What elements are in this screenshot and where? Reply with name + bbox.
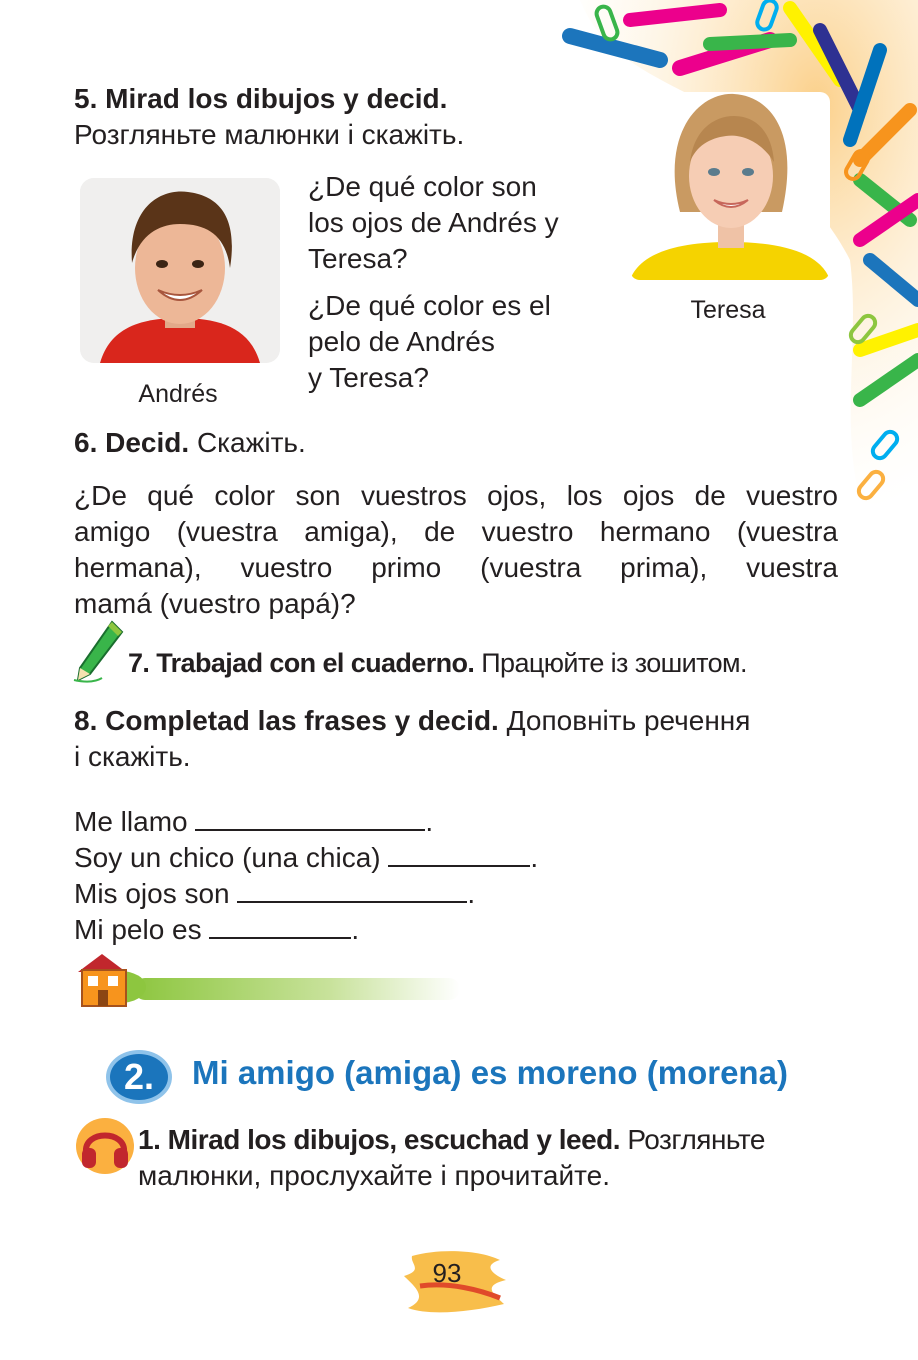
- exercise-7-heading: 7. Trabajad con el cuaderno.: [128, 648, 475, 678]
- lesson-number-badge: 2.: [106, 1050, 172, 1104]
- teresa-caption: Teresa: [690, 296, 766, 324]
- andres-caption: Andrés: [138, 380, 218, 408]
- exercise-6-line: ¿De qué color son vuestros ojos, los ojos de vuestro: [74, 480, 838, 511]
- question-1-line: Teresa?: [308, 243, 408, 274]
- sentence-prefix: Mi pelo es: [74, 914, 210, 945]
- exercise-8-translation-line2: і скажіть.: [74, 741, 191, 772]
- blank-line[interactable]: [209, 913, 351, 939]
- sentence-3: [74, 876, 538, 912]
- exercise-5-translation: Розгляньте малюнки і скажіть.: [74, 119, 465, 150]
- blank-line[interactable]: [388, 841, 530, 867]
- question-2-line: y Teresa?: [308, 362, 429, 393]
- exercise-6-heading: 6. Decid.: [74, 427, 190, 458]
- exercise-8-translation: Доповніть речення: [506, 705, 751, 736]
- sentence-suffix: .: [530, 842, 539, 873]
- exercise-6-line: amigo (vuestra amiga), de vuestro hermano (vuestra: [74, 516, 838, 547]
- exercise-8-heading-line: [74, 703, 750, 739]
- lesson-exercise-1-heading: 1. Mirad los dibujos, escuchad y leed: [138, 1124, 613, 1155]
- question-2-line: ¿De qué color es el: [308, 290, 551, 321]
- lesson-exercise-1-heading-end: .: [612, 1124, 621, 1155]
- exercise-6-translation: Скажіть.: [196, 427, 306, 458]
- sentence-prefix: Me llamo: [74, 806, 196, 837]
- question-1-line: ¿De qué color son: [308, 171, 537, 202]
- sentence-suffix: .: [467, 878, 476, 909]
- pencil-icon: [72, 618, 124, 686]
- question-2: [308, 288, 551, 396]
- blank-line[interactable]: [237, 877, 467, 903]
- page-number: 93: [432, 1258, 462, 1288]
- exercise-7-translation: Працюйте із зошитом.: [481, 648, 747, 678]
- sentence-suffix: .: [425, 806, 434, 837]
- sentence-prefix: Soy un chico (una chica): [74, 842, 389, 873]
- question-2-line: pelo de Andrés: [308, 326, 495, 357]
- sentence-1: [74, 804, 538, 840]
- blank-line[interactable]: [195, 805, 425, 831]
- exercise-6-text: [74, 478, 838, 622]
- sentence-4: [74, 912, 538, 948]
- sentence-prefix: Mis ojos son: [74, 878, 238, 909]
- question-1-line: los ojos de Andrés y: [308, 207, 559, 238]
- exercise-8-heading: 8. Completad las frases y decid.: [74, 705, 499, 736]
- house-icon: [74, 950, 146, 1010]
- teresa-photo: [630, 92, 830, 280]
- lesson-title: Mi amigo (amiga) es moreno (morena): [192, 1054, 788, 1091]
- exercise-6-line: mamá (vuestro papá)?: [74, 588, 356, 619]
- andres-photo: [80, 178, 280, 363]
- headphones-icon: [74, 1116, 136, 1176]
- question-1: [308, 169, 559, 277]
- lesson-exercise-1-line2: малюнки, прослухайте і прочитайте.: [138, 1160, 610, 1191]
- exercise-6-line: hermana), vuestro primo (vuestra prima), vuestra: [74, 552, 838, 583]
- exercise-7-line: [128, 646, 747, 680]
- sentence-list: [74, 804, 538, 948]
- exercise-6-heading-line: [74, 425, 306, 461]
- sentence-suffix: .: [351, 914, 360, 945]
- exercise-5-heading: 5. Mirad los dibujos y decid.: [74, 83, 448, 114]
- sentence-2: [74, 840, 538, 876]
- lesson-exercise-1-line1: [138, 1122, 765, 1158]
- lesson-exercise-1-translation: Розгляньте: [627, 1124, 765, 1155]
